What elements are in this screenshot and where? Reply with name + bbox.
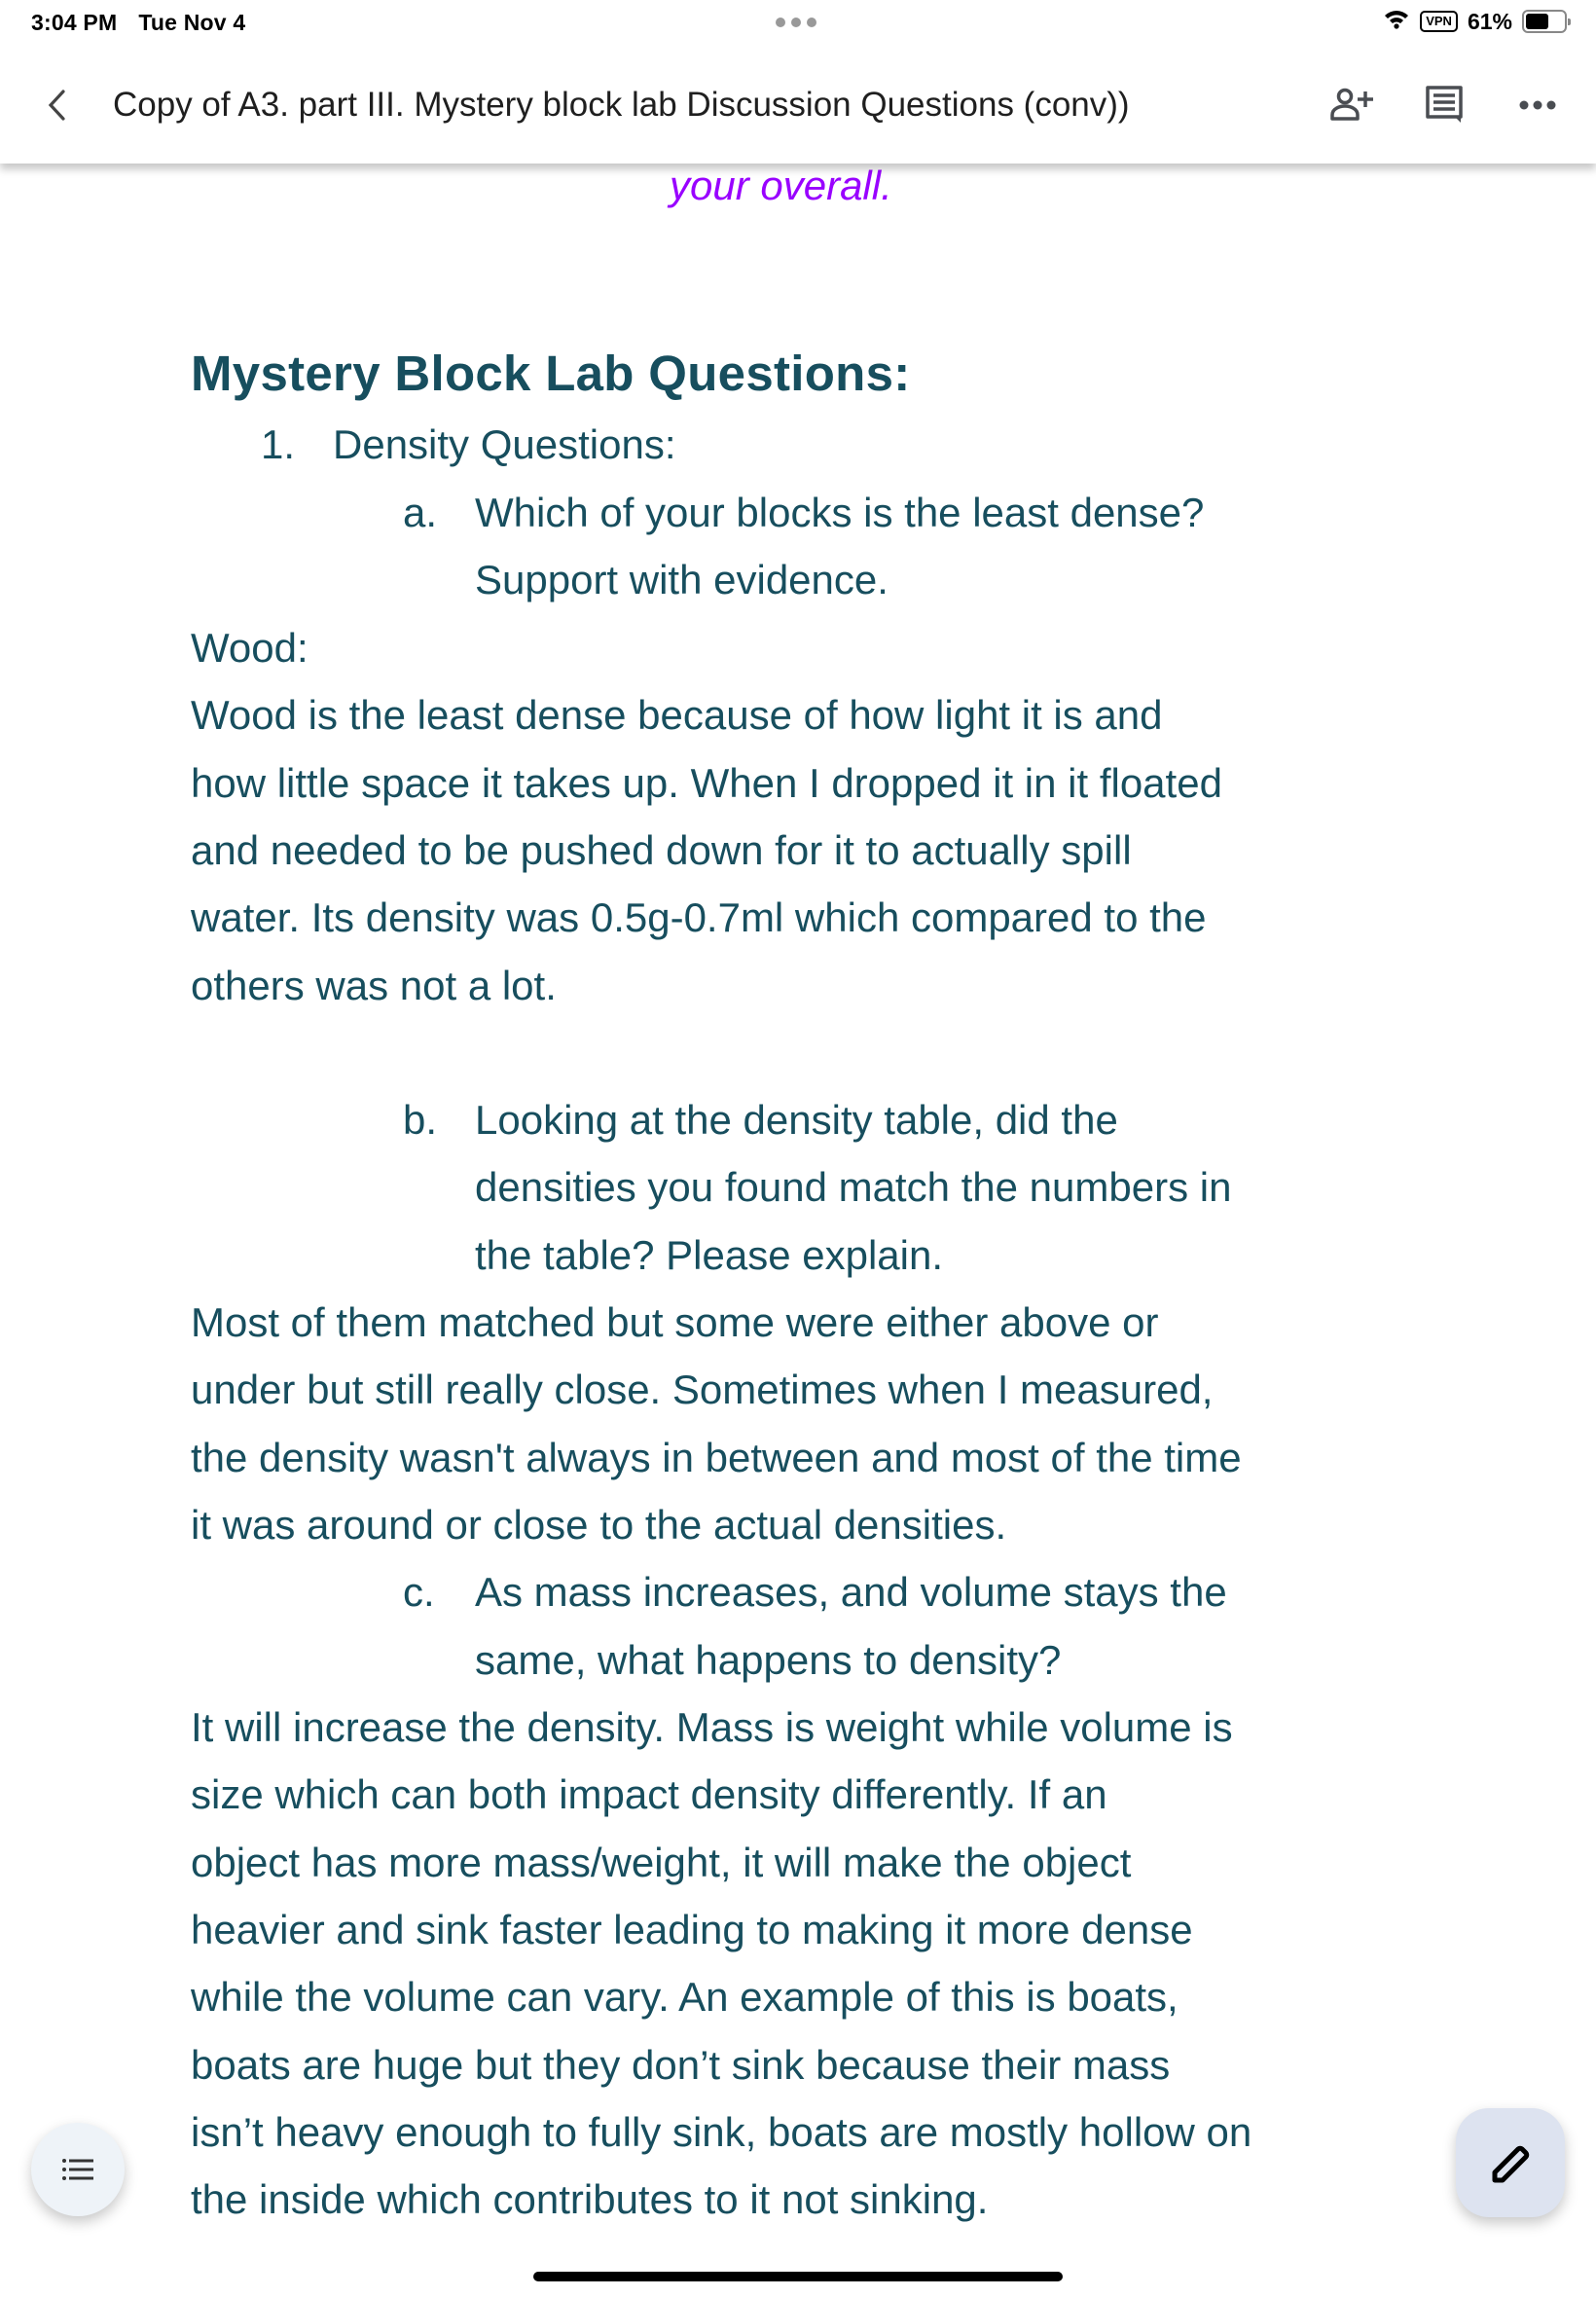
question-text: Support with evidence. — [475, 557, 889, 602]
answer-line: isn’t heavy enough to fully sink, boats are mostly hollow on — [191, 2109, 1252, 2155]
question-marker: a. — [403, 490, 438, 535]
answer-line: Wood is the least dense because of how light it is and — [191, 692, 1163, 738]
wifi-icon — [1383, 8, 1410, 35]
question-text: Which of your blocks is the least dense? — [475, 490, 1205, 535]
question-marker: b. — [403, 1097, 438, 1143]
answer-line: while the volume can vary. An example of this is boats, — [191, 1974, 1179, 2020]
edit-button[interactable] — [1456, 2108, 1565, 2217]
answer-line: water. Its density was 0.5g-0.7ml which compared to the — [191, 894, 1207, 940]
answer-line: and needed to be pushed down for it to actually spill — [191, 827, 1132, 873]
question-text: Looking at the density table, did the — [475, 1097, 1118, 1143]
status-time-date — [31, 10, 245, 36]
answer-line: heavier and sink faster leading to making it more dense — [191, 1907, 1193, 1952]
app-bar — [0, 47, 1596, 164]
overflow-text: your overall. — [670, 164, 892, 208]
battery-percent: 61% — [1467, 8, 1512, 34]
answer-line: Wood: — [191, 625, 308, 671]
answer-line: under but still really close. Sometimes when I measured, — [191, 1367, 1214, 1412]
list-item-label: Density Questions: — [333, 421, 676, 467]
person-add-icon — [1328, 86, 1377, 125]
comment-icon — [1423, 84, 1466, 127]
outline-button[interactable] — [31, 2123, 125, 2216]
back-button[interactable] — [39, 82, 74, 128]
section-heading: Mystery Block Lab Questions: — [191, 346, 911, 401]
answer-line: size which can both impact density differently. If an — [191, 1771, 1107, 1817]
status-time: 3:04 PM — [31, 10, 118, 35]
pencil-icon — [1487, 2139, 1534, 2186]
question-text: densities you found match the numbers in — [475, 1164, 1232, 1210]
list-icon — [61, 2158, 94, 2181]
more-horizontal-icon — [1518, 99, 1557, 111]
question-text: the table? Please explain. — [475, 1232, 944, 1278]
answer-line: object has more mass/weight, it will make the object — [191, 1840, 1132, 1885]
document-body[interactable] — [0, 164, 1596, 2297]
status-bar — [0, 0, 1596, 47]
comments-button[interactable] — [1415, 76, 1473, 134]
list-marker: 1. — [261, 421, 296, 467]
share-button[interactable] — [1324, 76, 1382, 134]
answer-line: others was not a lot. — [191, 963, 557, 1008]
question-text: As mass increases, and volume stays the — [475, 1569, 1227, 1615]
answer-line: it was around or close to the actual densities. — [191, 1502, 1007, 1548]
answer-line: boats are huge but they don’t sink because their mass — [191, 2042, 1171, 2088]
answer-line: how little space it takes up. When I dropped it in it floated — [191, 760, 1222, 806]
question-text: same, what happens to density? — [475, 1637, 1062, 1683]
more-button[interactable] — [1508, 76, 1567, 134]
battery-icon — [1522, 10, 1567, 33]
multitasking-handle[interactable] — [776, 18, 816, 27]
status-date: Tue Nov 4 — [138, 10, 246, 35]
document-title: Copy of A3. part III. Mystery block lab Discussion Questions (conv)) — [113, 86, 1130, 124]
answer-line: Most of them matched but some were either above or — [191, 1299, 1159, 1345]
answer-line: the inside which contributes to it not sinking. — [191, 2176, 989, 2222]
answer-line: the density wasn't always in between and most of the time — [191, 1435, 1242, 1480]
chevron-left-icon — [47, 89, 66, 122]
status-indicators — [1383, 8, 1567, 35]
question-marker: c. — [403, 1569, 435, 1615]
vpn-badge: VPN — [1420, 11, 1458, 32]
home-indicator[interactable] — [533, 2272, 1063, 2281]
answer-line: It will increase the density. Mass is weight while volume is — [191, 1704, 1233, 1750]
